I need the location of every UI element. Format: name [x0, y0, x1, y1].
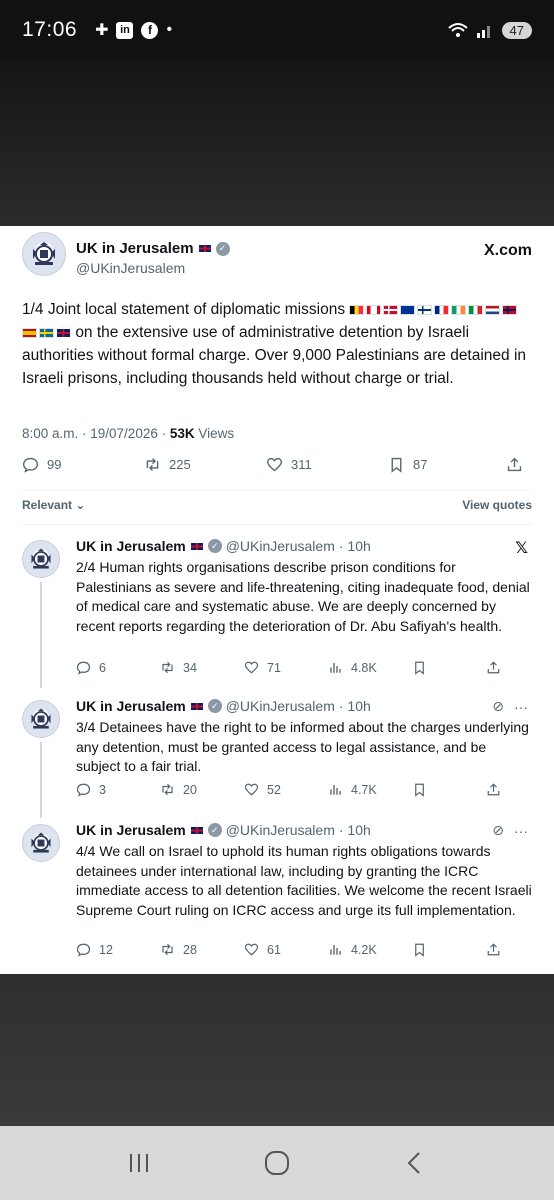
repost-button[interactable]: 28: [160, 942, 197, 957]
reply-time: · 10h: [338, 822, 371, 838]
views-button[interactable]: 4.7K: [328, 782, 377, 797]
share-button[interactable]: [486, 782, 501, 797]
bookmark-button[interactable]: [412, 660, 427, 675]
bookmark-button[interactable]: [412, 942, 427, 957]
share-button[interactable]: [486, 942, 501, 957]
source-label: X.com: [483, 242, 532, 259]
like-button[interactable]: 71: [244, 660, 281, 675]
avatar[interactable]: [22, 232, 66, 276]
uk-flag-icon: [198, 244, 212, 253]
reply-text: 2/4 Human rights organisations describe prison conditions for Palestinians as severe and life-threatening, citing inadequate food, denial of medical care and systematic abuse. We are deeply concerned by recent reports regarding the deterioration of Dr. Abu Safiyah's health.: [76, 559, 530, 634]
author-name[interactable]: UK in Jerusalem: [76, 822, 186, 838]
reply-icon: [76, 942, 91, 957]
home-icon: [262, 1148, 292, 1178]
heart-icon: [244, 942, 259, 957]
royal-crest-icon: [28, 546, 54, 572]
repost-icon: [160, 660, 175, 675]
avatar[interactable]: [22, 540, 60, 578]
status-bar: [0, 0, 554, 60]
author-handle[interactable]: @UKinJerusalem: [225, 822, 335, 838]
thread-reply[interactable]: [22, 698, 532, 806]
analytics-icon: [328, 660, 343, 675]
uk-flag-icon: [190, 542, 204, 551]
bookmark-icon: [412, 660, 427, 675]
views-count: 53K: [169, 426, 195, 441]
reply-button[interactable]: 3: [76, 782, 106, 797]
views-button[interactable]: 4.8K: [328, 660, 377, 675]
reply-text: 3/4 Detainees have the right to be informed about the charges underlying any detention, must be granted access to legal assistance, and be subject to a fair trial.: [76, 719, 529, 774]
reply-button[interactable]: 99: [22, 456, 61, 473]
linkedin-icon: in: [116, 22, 133, 39]
thread-line: [40, 582, 42, 688]
main-tweet-actions: [22, 456, 532, 476]
repost-icon: [144, 456, 161, 473]
share-icon: [486, 782, 501, 797]
status-left-icons: [95, 20, 172, 40]
share-icon: [486, 660, 501, 675]
country-flags-icon: [349, 305, 517, 315]
royal-crest-icon: [29, 239, 59, 269]
wifi-icon: [448, 22, 468, 38]
thread-line: [40, 742, 42, 818]
country-flags-icon-2: [22, 328, 71, 338]
author-name[interactable]: UK in Jerusalem ✓: [76, 240, 230, 257]
tweet-meta: [22, 426, 234, 441]
uk-flag-icon: [190, 826, 204, 835]
avatar[interactable]: [22, 824, 60, 862]
grok-icon[interactable]: ⊘: [492, 822, 504, 838]
reply-actions: [76, 660, 516, 678]
share-button[interactable]: [506, 456, 523, 473]
share-icon: [506, 456, 523, 473]
thread-reply[interactable]: [22, 538, 532, 686]
home-button[interactable]: [257, 1143, 297, 1183]
reply-icon: [22, 456, 39, 473]
recent-apps-icon: [126, 1150, 152, 1176]
analytics-icon: [328, 782, 343, 797]
signal-icon: [476, 22, 494, 38]
heart-icon: [266, 456, 283, 473]
like-button[interactable]: 61: [244, 942, 281, 957]
divider: [22, 524, 532, 525]
verified-icon: ✓: [208, 539, 222, 553]
reply-time: · 10h: [338, 538, 371, 554]
view-quotes-link[interactable]: View quotes: [462, 498, 532, 512]
royal-crest-icon: [28, 706, 54, 732]
heart-icon: [244, 782, 259, 797]
status-time: 17:06: [22, 18, 78, 41]
views-label: Views: [194, 426, 235, 441]
like-button[interactable]: 311: [266, 456, 312, 473]
share-button[interactable]: [486, 660, 501, 675]
reply-button[interactable]: 12: [76, 942, 113, 957]
reply-icon: [76, 782, 91, 797]
repost-button[interactable]: 20: [160, 782, 197, 797]
reply-header: [76, 538, 371, 554]
x-logo-icon: 𝕏: [515, 540, 528, 557]
author-name[interactable]: UK in Jerusalem: [76, 698, 186, 714]
reply-header: [76, 822, 371, 838]
reply-actions: [76, 782, 516, 800]
dot-grid-icon: ✚: [95, 22, 109, 39]
author-handle[interactable]: @UKinJerusalem: [225, 698, 335, 714]
reply-right-icons: [492, 698, 528, 715]
grok-icon[interactable]: ⊘: [492, 698, 504, 714]
repost-icon: [160, 782, 175, 797]
bookmark-button[interactable]: 87: [388, 456, 427, 473]
recent-apps-button[interactable]: [119, 1143, 159, 1183]
reply-actions: [76, 942, 516, 960]
repost-icon: [160, 942, 175, 957]
screenshot-top-background: [0, 60, 554, 226]
royal-crest-icon: [28, 830, 54, 856]
battery-indicator: 47: [502, 22, 532, 39]
bookmark-icon: [388, 456, 405, 473]
reply-button[interactable]: 6: [76, 660, 106, 675]
main-tweet-text: 1/4 Joint local statement of diplomatic missions on the extensive use of administrative detention by Israeli authorities without formal charge. Over 9,000 Palestinians are detained in Israeli prisons, including thousands held without charge or trial.: [22, 301, 527, 387]
repost-button[interactable]: 225: [144, 456, 191, 473]
reply-header: [76, 698, 371, 714]
relevant-dropdown[interactable]: Relevant ⌄: [22, 498, 86, 512]
like-button[interactable]: 52: [244, 782, 281, 797]
share-icon: [486, 942, 501, 957]
dot-icon: •: [166, 21, 173, 38]
screenshot-bottom-background: [0, 974, 554, 1126]
android-nav-bar: [0, 1126, 554, 1200]
verified-icon: ✓: [208, 699, 222, 713]
author-handle[interactable]: @UKinJerusalem: [225, 538, 335, 554]
uk-flag-icon: [190, 702, 204, 711]
thread-reply[interactable]: [22, 822, 532, 962]
analytics-icon: [328, 942, 343, 957]
reply-right-icons: [515, 538, 528, 558]
author-name[interactable]: UK in Jerusalem: [76, 538, 186, 554]
tweet-card: [0, 226, 554, 974]
chevron-down-icon: ⌄: [75, 498, 86, 512]
back-icon: [402, 1150, 428, 1176]
reply-time: · 10h: [338, 698, 371, 714]
more-options-icon[interactable]: ···: [514, 698, 528, 715]
reply-text: 4/4 We call on Israel to uphold its human rights obligations towards detainees under international law, including by granting the ICRC immediate access to all detention facilities. We welcome the recent Israeli Supreme Court ruling on ICRC access and urge its full implementation.: [76, 843, 532, 918]
reply-right-icons: [492, 822, 528, 839]
tweet-timestamp[interactable]: 8:00 a.m. · 19/07/2026 ·: [22, 426, 170, 441]
bookmark-icon: [412, 782, 427, 797]
status-right-icons: [448, 22, 532, 39]
bookmark-icon: [412, 942, 427, 957]
more-options-icon[interactable]: ···: [514, 822, 528, 839]
reply-icon: [76, 660, 91, 675]
bookmark-button[interactable]: [412, 782, 427, 797]
reply-filter-bar: [22, 498, 532, 514]
main-tweet-header: [22, 232, 532, 282]
repost-button[interactable]: 34: [160, 660, 197, 675]
verified-icon: ✓: [216, 242, 230, 256]
author-handle[interactable]: @UKinJerusalem: [76, 260, 186, 276]
views-button[interactable]: 4.2K: [328, 942, 377, 957]
back-button[interactable]: [395, 1143, 435, 1183]
avatar[interactable]: [22, 700, 60, 738]
heart-icon: [244, 660, 259, 675]
divider: [22, 490, 532, 491]
verified-icon: ✓: [208, 823, 222, 837]
facebook-icon: f: [141, 22, 158, 39]
